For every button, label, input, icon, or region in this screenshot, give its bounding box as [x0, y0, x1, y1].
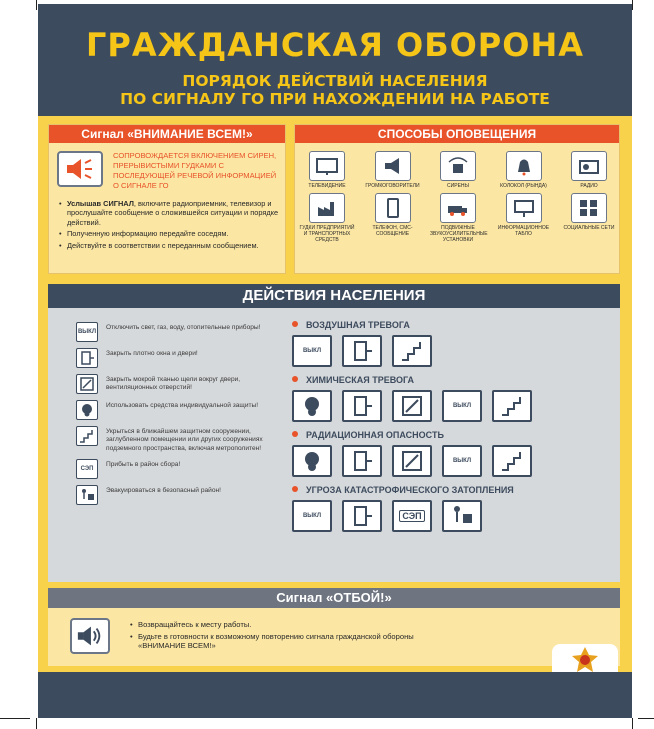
threat-icons — [292, 500, 612, 532]
signal-bullet-1 — [59, 199, 279, 227]
threat-icons — [292, 390, 612, 422]
crop-mark — [638, 718, 654, 719]
threat-title — [292, 318, 612, 332]
switch-off-icon — [442, 445, 482, 477]
poster-footer — [38, 672, 632, 718]
evacuate-icon — [442, 500, 482, 532]
switch-off-icon — [292, 500, 332, 532]
action-text: Укрыться в ближайшем защитном сооружении, заглубленном помещении или других сооружениях подземного пространства, включая метрополитен! — [106, 428, 263, 452]
close-door-icon — [342, 335, 382, 367]
sep-label: СЭП — [399, 510, 424, 522]
gas-mask-icon — [292, 445, 332, 477]
sep-label: СЭП — [80, 465, 94, 472]
threat-title-text: ХИМИЧЕСКАЯ ТРЕВОГА — [306, 375, 415, 385]
action-text: Использовать средства индивидуальной защиты! — [106, 402, 259, 409]
method-truck — [430, 193, 486, 243]
close-door-icon — [342, 500, 382, 532]
methods-row-1 — [299, 151, 617, 189]
bullet-dot — [292, 431, 298, 437]
method-label: КОЛОКОЛ (РЫНДА) — [500, 183, 547, 189]
vykl-label: ВЫКЛ — [302, 347, 322, 354]
bullet-dot — [292, 376, 298, 382]
action-item — [76, 400, 266, 420]
signal-bullet-1-text: , включите радиоприемник, телевизор и прослушайте сообщение о сложившейся ситуации и порядке действий. — [67, 199, 279, 227]
switch-off-icon — [292, 335, 332, 367]
threat-title-text: ВОЗДУШНАЯ ТРЕВОГА — [306, 320, 410, 330]
action-text: Эвакуироваться в безопасный район! — [106, 487, 221, 495]
threat-flood — [292, 483, 612, 532]
factory-icon — [309, 193, 345, 223]
threat-title — [292, 373, 612, 387]
close-door-icon — [76, 348, 98, 368]
methods-title: СПОСОБЫ ОПОВЕЩЕНИЯ — [295, 125, 619, 143]
bell-icon — [506, 151, 542, 181]
signal-instructions — [49, 195, 285, 250]
action-text: Закрыть мокрой тканью щели вокруг двери, вентиляционных отверстий! — [106, 376, 241, 392]
method-social — [561, 193, 617, 243]
action-item — [76, 348, 266, 368]
poster-header — [38, 4, 632, 116]
poster-title: ГРАЖДАНСКАЯ ОБОРОНА — [85, 26, 584, 64]
threat-title — [292, 483, 612, 497]
method-label: ПОДВИЖНЫЕ ЗВУКОУСИЛИТЕЛЬНЫЕ УСТАНОВКИ — [430, 225, 488, 243]
seal-gaps-icon — [76, 374, 98, 394]
action-item — [76, 374, 266, 394]
method-label: СИРЕНЫ — [447, 183, 469, 189]
method-board — [496, 193, 552, 243]
crop-mark — [36, 718, 37, 729]
poster-subtitle-line2: ПО СИГНАЛУ ГО ПРИ НАХОЖДЕНИИ НА РАБОТЕ — [120, 90, 550, 108]
board-icon — [506, 193, 542, 223]
gas-mask-icon — [76, 400, 98, 420]
threat-title — [292, 428, 612, 442]
vykl-label: ВЫКЛ — [452, 402, 472, 409]
action-item — [76, 485, 266, 505]
siren-icon — [440, 151, 476, 181]
signal-description: СОПРОВОЖДАЕТСЯ ВКЛЮЧЕНИЕМ СИРЕН, ПРЕРЫВИСТЫМИ ГУДКАМИ С ПОСЛЕДУЮЩЕЙ РЕЧЕВОЙ ИНФОРМАЦИЕЙ О СИГНАЛЕ ГО — [113, 151, 277, 190]
tv-icon — [309, 151, 345, 181]
action-item — [76, 322, 266, 342]
bullet-dot — [292, 486, 298, 492]
threat-title-text: УГРОЗА КАТАСТРОФИЧЕСКОГО ЗАТОПЛЕНИЯ — [306, 485, 514, 495]
truck-icon — [440, 193, 476, 223]
method-factory — [299, 193, 355, 243]
method-loudspeaker — [365, 151, 421, 189]
sep-icon — [392, 500, 432, 532]
method-label: РАДИО — [580, 183, 598, 189]
close-door-icon — [342, 445, 382, 477]
otboy-bullet-1: • Возвращайтесь к месту работы. — [130, 620, 430, 630]
vykl-label: ВЫКЛ — [452, 457, 472, 464]
shelter-icon — [492, 445, 532, 477]
gas-mask-icon — [292, 390, 332, 422]
method-label: СОЦИАЛЬНЫЕ СЕТИ — [563, 225, 615, 231]
switch-off-icon — [76, 322, 98, 342]
crop-mark — [0, 718, 30, 719]
threat-title-text: РАДИАЦИОННАЯ ОПАСНОСТЬ — [306, 430, 444, 440]
action-text: Прибыть в район сбора! — [106, 461, 181, 469]
crop-mark — [36, 0, 37, 10]
signal-title: Сигнал «ВНИМАНИЕ ВСЕМ!» — [49, 125, 285, 143]
shelter-icon — [76, 426, 98, 446]
threats-list — [292, 318, 612, 538]
method-label: ТЕЛЕВИДЕНИЕ — [308, 183, 346, 189]
actions-panel — [48, 308, 620, 582]
action-text: Закрыть плотно окна и двери! — [106, 350, 198, 357]
method-bell — [496, 151, 552, 189]
method-siren — [430, 151, 486, 189]
shelter-icon — [492, 390, 532, 422]
crop-mark — [632, 718, 633, 729]
method-label: ТЕЛЕФОН, СМС-СООБЩЕНИЕ — [372, 225, 413, 237]
bullet-dot — [292, 321, 298, 327]
switch-off-icon — [442, 390, 482, 422]
poster-subtitle-line1: ПОРЯДОК ДЕЙСТВИЙ НАСЕЛЕНИЯ — [182, 72, 488, 90]
speaker-icon — [57, 151, 103, 187]
vykl-label: ВЫКЛ — [302, 512, 322, 519]
phone-icon — [375, 193, 411, 223]
action-item — [76, 459, 266, 479]
signal-bullet-2: • Полученную информацию передайте соседям. — [59, 229, 279, 238]
method-radio — [561, 151, 617, 189]
method-tv — [299, 151, 355, 189]
otboy-instructions — [130, 620, 430, 653]
threat-icons — [292, 335, 612, 367]
radio-icon — [571, 151, 607, 181]
action-text: Отключить свет, газ, воду, отопительные приборы! — [106, 324, 261, 331]
method-phone — [365, 193, 421, 243]
threat-chemical — [292, 373, 612, 422]
otboy-bullet-2: • Будьте в готовности к возможному повторению сигнала гражданской обороны «ВНИМАНИЕ ВСЕМ!» — [130, 632, 430, 651]
signal-bullet-1-bold: Услышав СИГНАЛ — [67, 199, 134, 208]
evacuate-icon — [76, 485, 98, 505]
close-door-icon — [342, 390, 382, 422]
otboy-panel — [48, 608, 620, 666]
method-label: ГУДКИ ПРЕДПРИЯТИЙ И ТРАНСПОРТНЫХ СРЕДСТВ — [299, 225, 355, 243]
methods-panel — [294, 124, 620, 274]
social-icon — [571, 193, 607, 223]
actions-title: ДЕЙСТВИЯ НАСЕЛЕНИЯ — [48, 284, 620, 308]
methods-row-2 — [299, 193, 617, 243]
seal-gaps-icon — [392, 445, 432, 477]
crop-mark — [632, 0, 633, 10]
method-label: ИНФОРМАЦИОННОЕ ТАБЛО — [497, 225, 550, 237]
speaker-icon — [70, 618, 110, 654]
otboy-title: Сигнал «ОТБОЙ!» — [48, 588, 620, 608]
vykl-label: ВЫКЛ — [77, 328, 97, 335]
sep-icon — [76, 459, 98, 479]
shelter-icon — [392, 335, 432, 367]
signal-panel — [48, 124, 286, 274]
actions-legend — [76, 322, 266, 511]
action-item — [76, 426, 266, 453]
loudspeaker-icon — [375, 151, 411, 181]
threat-radiation — [292, 428, 612, 477]
signal-bullet-3: • Действуйте в соответствии с переданным сообщением. — [59, 241, 279, 250]
threat-air-raid — [292, 318, 612, 367]
seal-gaps-icon — [392, 390, 432, 422]
threat-icons — [292, 445, 612, 477]
method-label: ГРОМКОГОВОРИТЕЛИ — [365, 183, 420, 189]
poster — [38, 4, 632, 718]
